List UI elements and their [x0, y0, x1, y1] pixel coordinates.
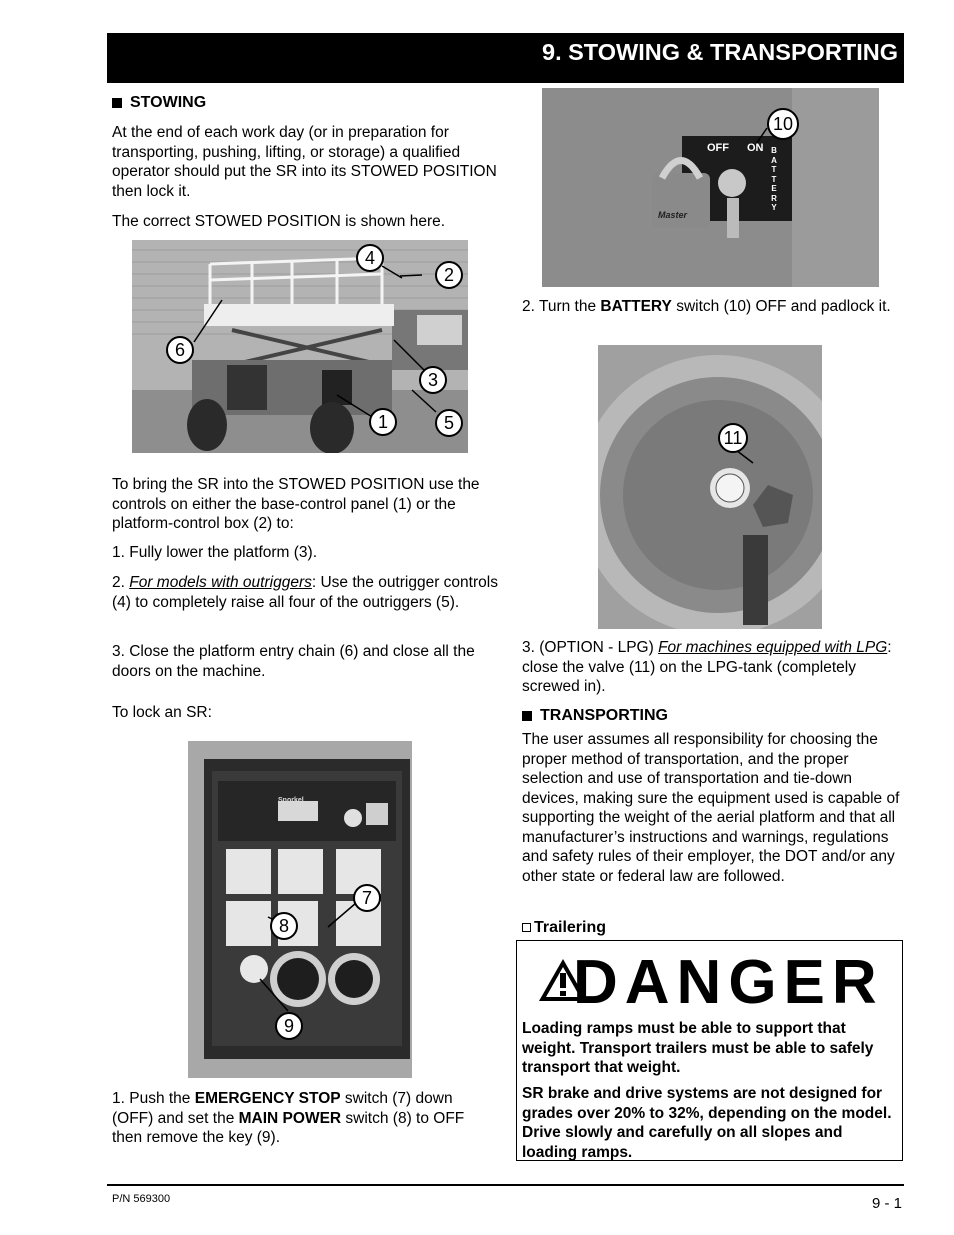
- lpg-step-3-condition: For machines equipped with LPG: [658, 639, 888, 656]
- page-number: 9 - 1: [871, 1195, 902, 1212]
- danger-text-1: Loading ramps must be able to support that weight. Transport trailers must be able to safely transport that weight.: [522, 1020, 874, 1076]
- lock-step-1-e: switch (8) to OFF then remove the key (9).: [112, 1109, 465, 1146]
- stowed-machine-photo: [132, 240, 468, 453]
- lock-intro: To lock an SR:: [112, 704, 212, 721]
- section-header-bar: [107, 33, 904, 83]
- stow-step-2-condition: For models with outriggers: [129, 574, 312, 591]
- section-title: 9. STOWING & TRANSPORTING: [542, 39, 898, 65]
- lpg-tank-photo: [598, 345, 822, 629]
- lock-step-1-emergency-stop: EMERGENCY STOP: [194, 1090, 341, 1107]
- transporting-heading: [522, 706, 902, 726]
- danger-word: DANGER: [573, 948, 884, 1017]
- part-number: P/N 569300: [112, 1193, 171, 1205]
- battery-step-2-battery: BATTERY: [600, 298, 672, 315]
- stowing-heading-label: STOWING: [130, 94, 207, 111]
- danger-text-2: SR brake and drive systems are not designed for grades over 20% to 32%, depending on the model. Drive slowly and carefully on all slopes and loading ramps.: [522, 1085, 892, 1161]
- bullet-square-icon: [112, 98, 122, 108]
- battery-switch-illustration: [542, 88, 879, 287]
- stowing-heading: [112, 93, 498, 113]
- transporting-heading-label: TRANSPORTING: [540, 707, 668, 724]
- callout-base-control-panel: 1: [369, 408, 397, 436]
- stow-step-3: 3. Close the platform entry chain (6) and close all the doors on the machine.: [112, 643, 475, 680]
- lock-step-1: [112, 1089, 498, 1148]
- battery-switch-on-label: ON: [747, 142, 764, 154]
- trailering-heading-label: Trailering: [534, 919, 607, 936]
- lock-step-1-a: 1. Push the: [112, 1090, 195, 1107]
- battery-switch-off-label: OFF: [707, 142, 729, 154]
- lpg-tank-illustration: [598, 345, 822, 629]
- base-control-panel-photo: [188, 741, 412, 1078]
- battery-step-2-c: switch (10) OFF and padlock it.: [671, 298, 891, 315]
- stow-step-2-text: : Use the outrigger controls (4) to completely raise all four of the outriggers (5).: [112, 574, 498, 611]
- callout-entry-chain: 6: [166, 336, 194, 364]
- bullet-square-icon: [522, 711, 532, 721]
- stow-step-2: [112, 573, 498, 612]
- battery-switch-label: BATTERY: [771, 146, 777, 212]
- callout-battery-switch: 10: [767, 108, 799, 140]
- callout-platform: 3: [419, 366, 447, 394]
- stowed-instructions: To bring the SR into the STOWED POSITION use the controls on either the base-control panel (1) or the platform-control box (2) to:: [112, 476, 480, 532]
- lpg-step-3-a: 3. (OPTION - LPG): [522, 639, 659, 656]
- battery-switch-photo: [542, 88, 879, 287]
- callout-main-power: 8: [270, 912, 298, 940]
- trailering-heading: [522, 918, 902, 938]
- stowing-intro: At the end of each work day (or in preparation for transporting, pushing, lifting, or storage) a qualified operator should put the SR into its STOWED POSITION then lock it.: [112, 124, 497, 200]
- lock-step-1-c: switch (7) down (OFF) and set the: [112, 1090, 453, 1127]
- callout-platform-control-box: 2: [435, 261, 463, 289]
- stow-step-1: 1. Fully lower the platform (3).: [112, 544, 318, 561]
- danger-warning-box: [516, 940, 903, 1161]
- callout-emergency-stop: 7: [353, 884, 381, 912]
- stowed-position-caption: The correct STOWED POSITION is shown here.: [112, 213, 446, 230]
- lock-step-1-main-power: MAIN POWER: [238, 1109, 342, 1127]
- callout-outriggers: 5: [435, 409, 463, 437]
- callout-key: 9: [275, 1012, 303, 1040]
- transporting-text: The user assumes all responsibility for choosing the proper method of transportation, and the proper selection and use of transportation and tie-down devices, making sure the equipment used is capable of supporting the weight of the aerial platform and that all manufacturer’s instructions and warnings, regulations and safety rules of their employer, the DOT and/or any other state or federal law are followed.: [522, 731, 900, 885]
- footer-divider: [107, 1184, 904, 1186]
- battery-step-2: [522, 297, 902, 317]
- panel-brand: Snorkel: [278, 797, 304, 804]
- battery-step-2-a: 2. Turn the: [522, 298, 601, 315]
- stow-step-2-prefix: 2.: [112, 574, 130, 591]
- callout-outrigger-controls: 4: [356, 244, 384, 272]
- lpg-step-3-c: : close the valve (11) on the LPG-tank (completely screwed in).: [522, 639, 892, 695]
- checkbox-outline-icon: [522, 923, 531, 932]
- lpg-step-3: [522, 638, 902, 697]
- padlock-brand: Master: [658, 210, 688, 220]
- callout-lpg-valve: 11: [718, 423, 748, 453]
